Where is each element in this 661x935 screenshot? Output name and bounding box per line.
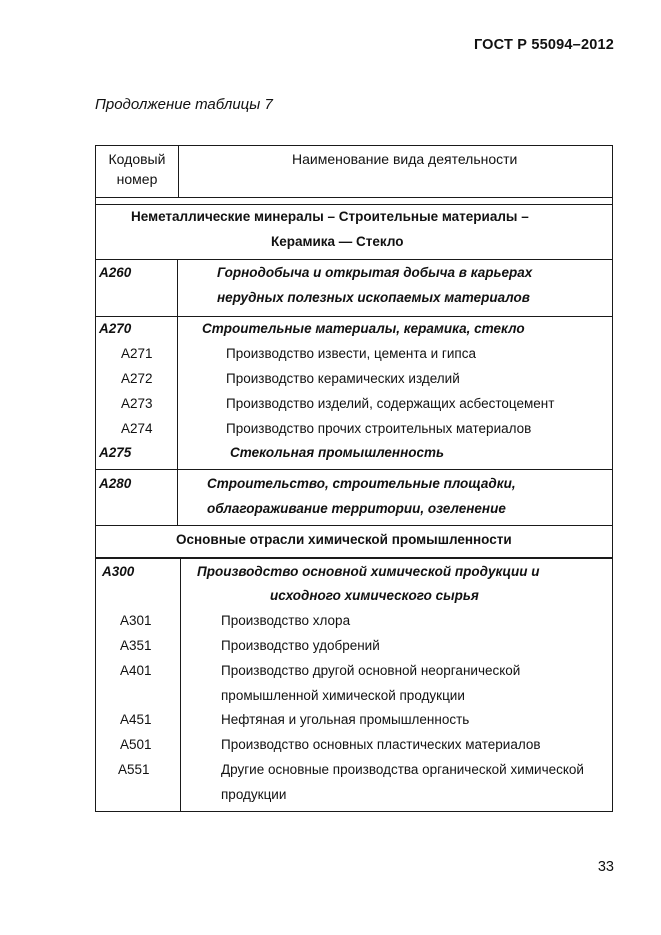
row-name: Производство изделий, содержащих асбестоцемент <box>226 396 555 411</box>
row-divider <box>96 469 612 470</box>
row-name: Строительство, строительные площадки, <box>207 476 516 491</box>
row-name: Производство основных пластических материалов <box>221 737 541 752</box>
row-code: А280 <box>99 476 132 491</box>
row-name-line2: промышленной химической продукции <box>221 688 465 703</box>
activity-table <box>95 145 613 812</box>
row-code: А260 <box>99 265 132 280</box>
row-name-line2: продукции <box>221 787 287 802</box>
row-code: А271 <box>121 346 153 361</box>
row-name: Стекольная промышленность <box>230 445 445 460</box>
row-name: Производство извести, цемента и гипса <box>226 346 476 361</box>
section-title: Основные отрасли химической промышленности <box>176 532 512 547</box>
header-divider <box>96 197 612 198</box>
row-code: А273 <box>121 396 153 411</box>
column-divider <box>177 259 178 525</box>
row-code: А401 <box>120 663 152 678</box>
section-title-line2: Керамика — Стекло <box>271 234 404 249</box>
column-divider <box>180 558 181 812</box>
row-divider <box>96 525 612 526</box>
table-caption: Продолжение таблицы 7 <box>95 96 273 113</box>
row-name: Производство керамических изделий <box>226 371 460 386</box>
header-divider-second <box>96 204 612 205</box>
row-code: А300 <box>102 564 135 579</box>
row-divider-thick <box>96 557 612 559</box>
row-name: Производство удобрений <box>221 638 380 653</box>
row-code: А275 <box>99 445 132 460</box>
standard-code: ГОСТ Р 55094–2012 <box>473 37 614 53</box>
row-code: А272 <box>121 371 153 386</box>
row-name: Нефтяная и угольная промышленность <box>221 712 470 727</box>
row-code: А270 <box>99 321 132 336</box>
page-number: 33 <box>597 859 614 875</box>
row-code: А351 <box>120 638 152 653</box>
row-code: А551 <box>118 762 150 777</box>
row-code: А501 <box>120 737 152 752</box>
section-title: Неметаллические минералы – Строительные материалы – <box>131 209 529 224</box>
row-name: Производство основной химической продукции и <box>197 564 540 579</box>
row-divider <box>96 259 612 260</box>
row-name: Производство другой основной неорганической <box>221 663 521 678</box>
row-name-line2: исходного химического сырья <box>270 588 479 603</box>
row-code: А274 <box>121 421 153 436</box>
row-name: Другие основные производства органической химической <box>221 762 584 777</box>
column-divider <box>178 146 179 197</box>
row-code: А301 <box>120 613 152 628</box>
row-name: Производство хлора <box>221 613 351 628</box>
row-code: А451 <box>120 712 152 727</box>
name-header: Наименование вида деятельности <box>292 151 518 167</box>
row-name-line2: нерудных полезных ископаемых материалов <box>217 290 530 305</box>
row-name-line2: облагораживание территории, озеленение <box>207 501 506 516</box>
row-name: Горнодобыча и открытая добыча в карьерах <box>217 265 533 280</box>
row-divider <box>96 316 612 317</box>
row-name: Производство прочих строительных материалов <box>226 421 532 436</box>
code-header-line2: номер <box>116 171 158 187</box>
row-name: Строительные материалы, керамика, стекло <box>202 321 525 336</box>
code-header: Кодовый <box>108 151 166 167</box>
